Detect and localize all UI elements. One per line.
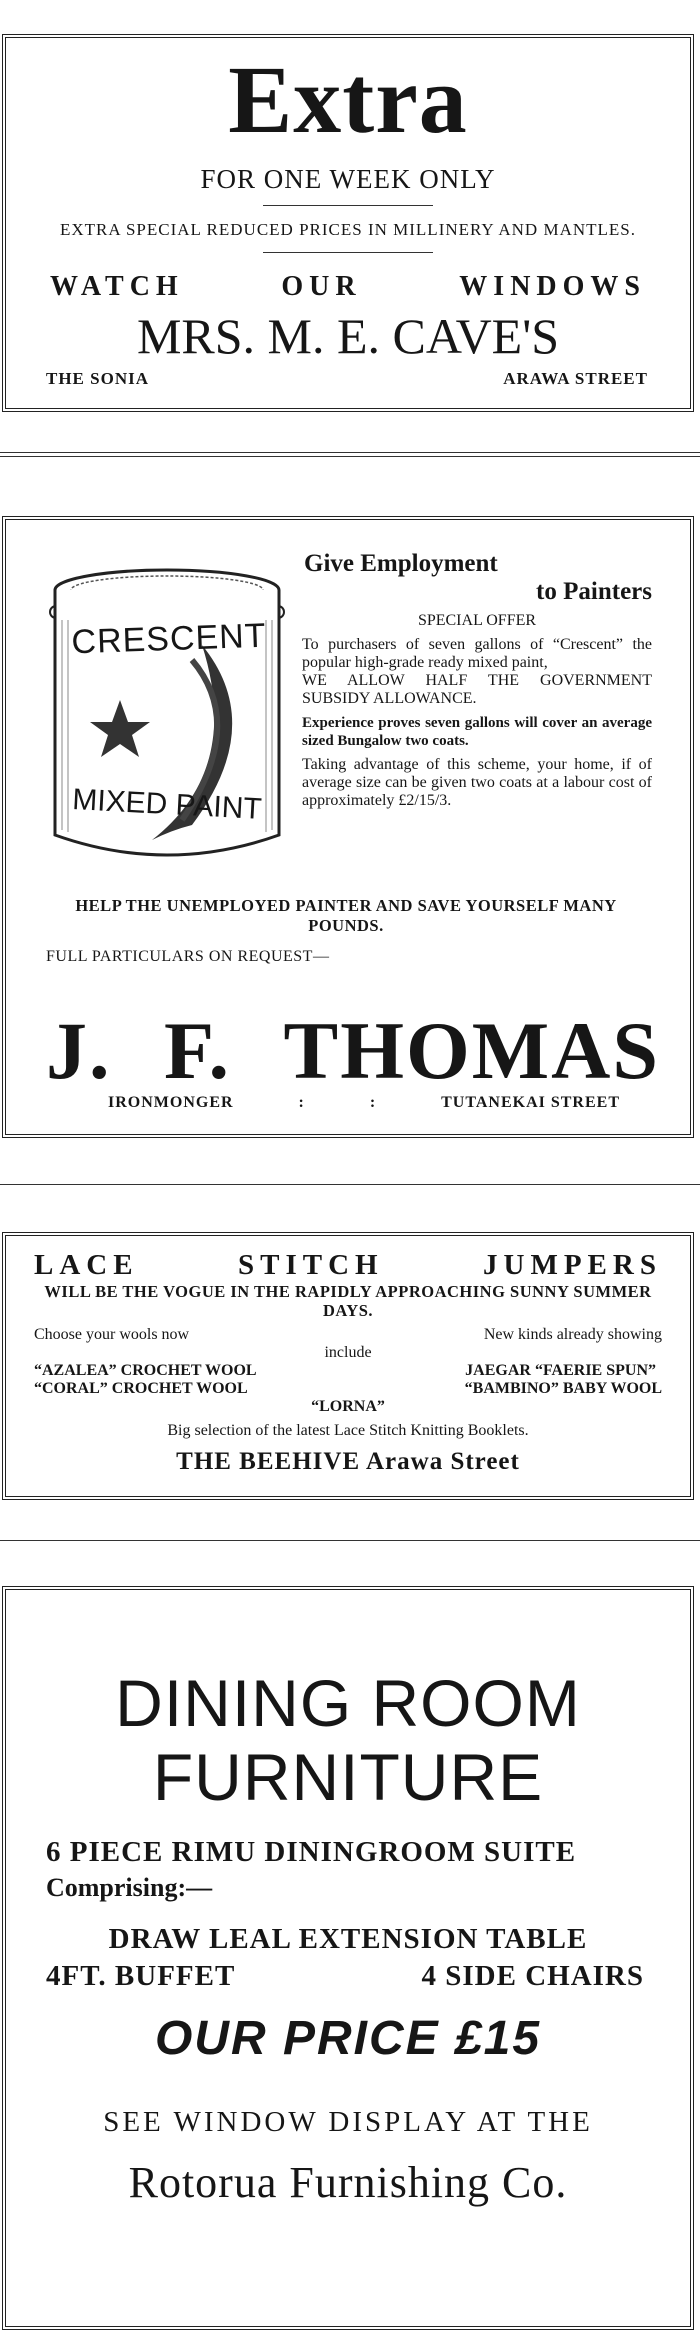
ad1-watch-windows (50, 271, 646, 303)
ad2-full-particulars: FULL PARTICULARS ON REQUEST— (46, 948, 330, 965)
ad3-title-3: JUMPERS (483, 1249, 662, 1281)
ad4-chairs: 4 SIDE CHAIRS (421, 1960, 644, 1992)
ad1-watch-word-3: WINDOWS (459, 271, 646, 302)
ad1-footer-left: THE SONIA (46, 369, 149, 388)
ad4-items-row (46, 1960, 650, 1993)
ad4-see-window: SEE WINDOW DISPLAY AT THE (103, 2106, 593, 2138)
ad2-footer-2: : (298, 1094, 305, 1111)
ad3-shop-name: THE BEEHIVE Arawa Street (176, 1448, 520, 1475)
ad2-footer-3: : (369, 1094, 377, 1111)
ad3-title (34, 1250, 662, 1280)
ad2-name-2: F. (163, 1005, 232, 1096)
can-label-bottom: MIXED PAINT (71, 783, 263, 826)
ad1-footer-right: ARAWA STREET (503, 369, 648, 388)
ad4-title-line-2: FURNITURE (152, 1740, 544, 1814)
ad3-wool-row-1 (34, 1362, 662, 1380)
ad3-wool-row-2 (34, 1380, 662, 1398)
ad3-wool-azalea: “AZALEA” CROCHET WOOL (34, 1362, 257, 1379)
ad2-heading-2: to Painters (536, 578, 652, 605)
separator-3 (0, 1540, 700, 1541)
ad2-para-1: To purchasers of seven gallons of “Crescent” the popular high-grade ready mixed paint, (302, 636, 652, 671)
ad2-footer (108, 1094, 620, 1112)
ad1-special-offer: EXTRA SPECIAL REDUCED PRICES IN MILLINERY AND MANTLES. (60, 220, 636, 239)
ad-crescent-paint (2, 516, 694, 1138)
ad3-title-2: STITCH (238, 1249, 384, 1281)
ad2-footer-1: IRONMONGER (108, 1094, 234, 1111)
ad1-rule-1 (263, 205, 433, 206)
ad3-booklets: Big selection of the latest Lace Stitch Knitting Booklets. (167, 1422, 529, 1439)
ad2-shop-name (46, 1005, 660, 1096)
ad2-para-3: Experience proves seven gallons will cover an average sized Bungalow two coats. (302, 715, 652, 749)
ad3-choose-row (34, 1326, 662, 1344)
ad2-footer-4: TUTANEKAI STREET (441, 1094, 620, 1111)
ad3-choose: Choose your wools now (34, 1326, 190, 1343)
ad3-wool-bambino: “BAMBINO” BABY WOOL (464, 1380, 662, 1397)
ad2-name-1: J. (46, 1005, 112, 1096)
ad4-buffet: 4FT. BUFFET (46, 1960, 236, 1992)
ad4-draw-table: DRAW LEAL EXTENSION TABLE (108, 1923, 588, 1955)
ad2-para-2: WE ALLOW HALF THE GOVERNMENT SUBSIDY ALLOWANCE. (302, 672, 652, 707)
separator-1 (0, 452, 700, 457)
ad-cave-millinery (2, 34, 694, 412)
ad2-help-line: HELP THE UNEMPLOYED PAINTER AND SAVE YOURSELF MANY POUNDS. (75, 896, 617, 935)
ad3-wool-coral: “CORAL” CROCHET WOOL (34, 1380, 248, 1397)
ad4-suite: 6 PIECE RIMU DININGROOM SUITE (46, 1836, 577, 1868)
ad4-comprising: Comprising:— (46, 1873, 213, 1902)
ad4-shop-name: Rotorua Furnishing Co. (128, 2158, 568, 2207)
ad1-watch-word-1: WATCH (50, 271, 184, 302)
ad1-watch-word-2: OUR (281, 271, 362, 302)
ad-rotorua-furnishing (2, 1586, 694, 2330)
ad3-include: include (324, 1344, 372, 1361)
ad-beehive-jumpers (2, 1232, 694, 1500)
ad1-rule-2 (263, 252, 433, 253)
ad3-new-kinds: New kinds already showing (483, 1326, 662, 1343)
ad1-footer (46, 369, 648, 389)
ad3-wool-lorna: “LORNA” (311, 1398, 385, 1415)
ad1-title: Extra (228, 46, 468, 153)
ad2-name-3: THOMAS (283, 1005, 660, 1096)
ad2-heading-1: Give Employment (304, 550, 498, 577)
paint-can-icon (42, 550, 292, 880)
ad4-price: OUR PRICE £15 (154, 2012, 542, 2065)
ad4-title-line-1: DINING ROOM (115, 1666, 581, 1740)
ad3-wool-jaegar: JAEGAR “FAERIE SPUN” (465, 1362, 656, 1379)
ad2-special-offer: SPECIAL OFFER (417, 612, 537, 629)
ad2-para-4: Taking advantage of this scheme, your home, if of average size can be given two coats at a labour cost of approximately £2/15/3. (302, 756, 652, 809)
ad1-week-only: FOR ONE WEEK ONLY (200, 164, 496, 194)
ad3-title-1: LACE (34, 1249, 139, 1281)
ad1-shop-name: MRS. M. E. CAVE'S (136, 308, 560, 364)
can-label-top: CRESCENT (70, 616, 268, 662)
ad3-vogue-line: WILL BE THE VOGUE IN THE RAPIDLY APPROACHING SUNNY SUMMER DAYS. (44, 1282, 652, 1320)
ad2-text-column (302, 550, 652, 810)
separator-2 (0, 1184, 700, 1185)
paint-can-illustration (42, 550, 292, 880)
